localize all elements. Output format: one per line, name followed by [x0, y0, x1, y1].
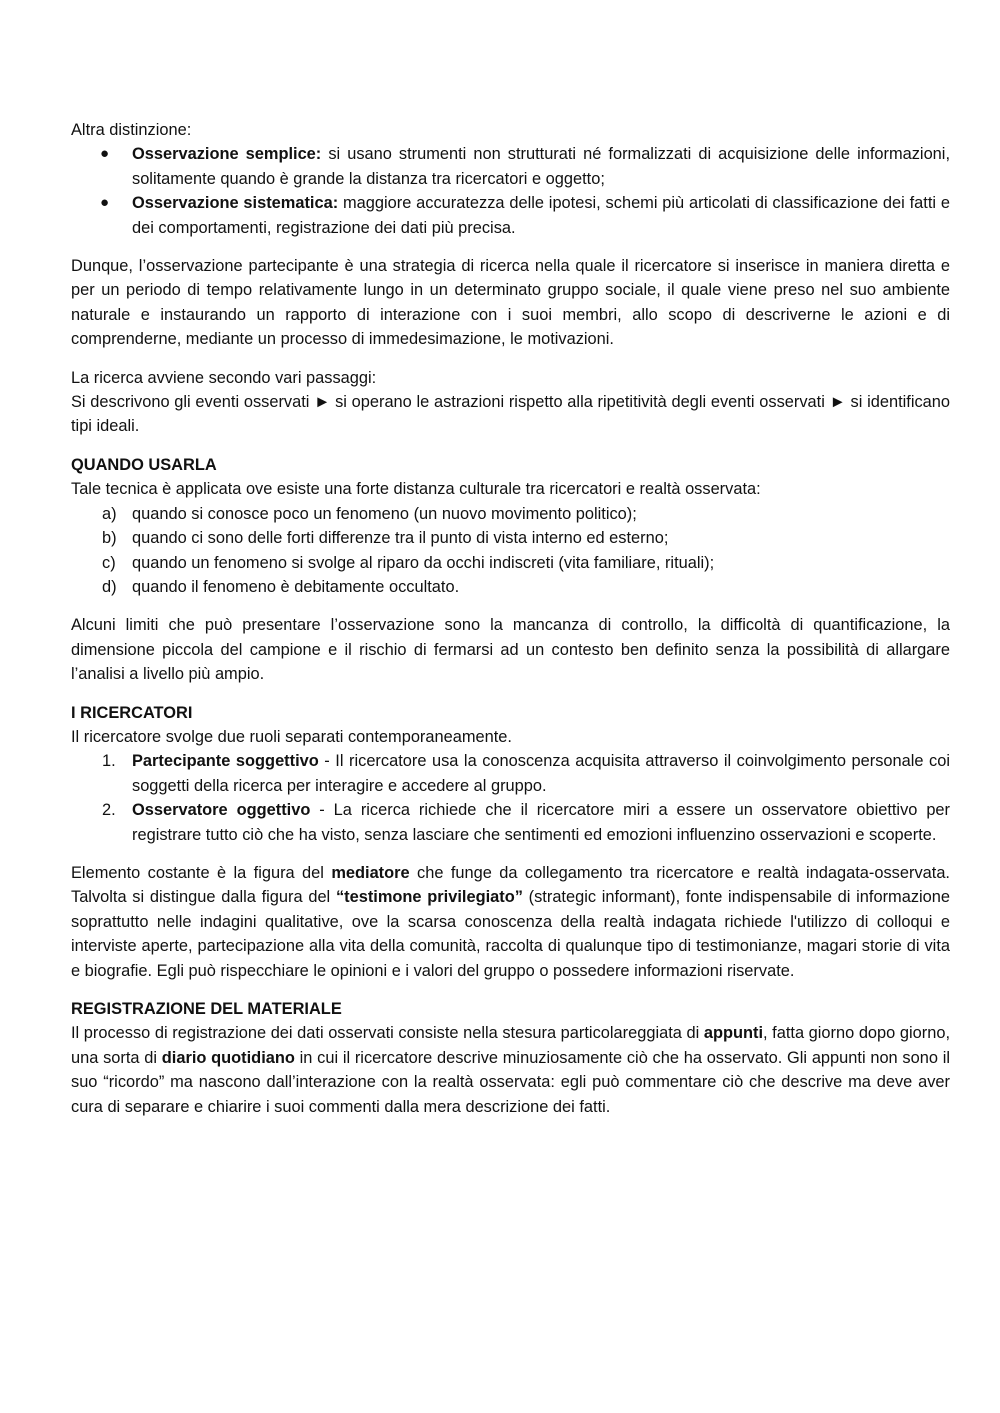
list-item — [71, 798, 950, 847]
list-item — [71, 191, 950, 240]
list-marker: 1. — [102, 752, 116, 771]
list-item — [71, 749, 950, 798]
list-item-text: quando si conosce poco un fenomeno (un nuovo movimento politico); — [132, 504, 637, 523]
bullet-marker: ● — [100, 145, 110, 163]
definition: si usano strumenti non strutturati né formalizzati di acquisizione delle informazioni, solitamente quando è grande la distanza tra ricercatori e oggetto; — [132, 145, 950, 188]
list-marker: 2. — [102, 801, 116, 820]
term: Osservazione sistematica: — [132, 194, 339, 213]
paragraph-registration — [71, 1021, 950, 1119]
ricercatori-intro: Il ricercatore svolge due ruoli separati contemporaneamente. — [71, 727, 512, 746]
text-run: , fatta giorno dopo giorno, una sorta di — [71, 1024, 950, 1067]
list-item-text: quando ci sono delle forti differenze tra il punto di vista interno ed esterno; — [132, 529, 669, 548]
bold-term: appunti — [703, 1024, 764, 1043]
list-item — [71, 142, 950, 191]
roles-list — [71, 749, 950, 847]
section-heading-ricercatori: I RICERCATORI — [71, 703, 193, 722]
list-marker: d) — [102, 577, 117, 596]
paragraph-mediator — [71, 861, 950, 983]
term: Osservazione semplice: — [132, 145, 322, 164]
definition: maggiore accuratezza delle ipotesi, schemi più articolati di classificazione dei fatti e dei comportamenti, registrazione dei dati più precisa. — [132, 194, 950, 237]
text-run: (strategic informant), fonte indispensabile di informazione soprattutto nelle indagini qualitative, ove la scarsa conoscenza della realtà indagata richiede l'utilizzo di colloqui e interviste aperte, partecipazione alla vita della comunità, raccolta di qualunque tipo di testimonianze, magari storie di vita e biografie. Egli può rispecchiare le opinioni e i valori del gruppo o possedere informazioni riservate. — [71, 888, 950, 980]
paragraph-limits: Alcuni limiti che può presentare l’osservazione sono la mancanza di controllo, la difficoltà di quantificazione, la dimensione piccola del campione e il rischio di fermarsi ad un contesto ben definito senza la possibilità di allargare l’analisi a livello più ampio. — [71, 616, 950, 684]
steps-text: Si descrivono gli eventi osservati ► si operano le astrazioni rispetto alla ripetitività degli eventi osservati ► si identificano tipi ideali. — [71, 393, 950, 436]
bold-term: “testimone privilegiato” — [335, 888, 523, 907]
list-item-text: quando il fenomeno è debitamente occultato. — [132, 577, 460, 596]
list-item — [71, 551, 950, 575]
list-marker: a) — [102, 504, 117, 523]
list-item — [71, 526, 950, 550]
text-run: che funge da collegamento tra ricercatore e realtà indagata-osservata. Talvolta si distingue dalla figura del — [71, 863, 950, 907]
quando-list — [71, 502, 950, 600]
intro-text: Altra distinzione: — [71, 121, 192, 139]
term: Partecipante soggettivo — [132, 752, 319, 771]
list-marker: b) — [102, 529, 117, 548]
section-heading-registrazione: REGISTRAZIONE DEL MATERIALE — [71, 1000, 342, 1018]
observation-types-list — [71, 142, 950, 240]
term: Osservatore oggettivo — [132, 801, 311, 820]
bullet-marker: ● — [100, 194, 110, 212]
paragraph-definition: Dunque, l’osservazione partecipante è una strategia di ricerca nella quale il ricercatore si inserisce in maniera diretta e per un periodo di tempo relativamente lungo in un determinato gruppo sociale, il quale viene preso nel suo ambiente naturale e instaurando un rapporto di interazione con i suoi membri, allo scopo di descriverne le azioni e di comprenderne, mediante un processo di immedesimazione, le motivazioni. — [71, 257, 950, 349]
bold-term: mediatore — [331, 863, 410, 882]
steps-intro: La ricerca avviene secondo vari passaggi: — [71, 368, 377, 387]
list-marker: c) — [102, 553, 116, 572]
list-item — [71, 575, 950, 599]
text-run: in cui il ricercatore descrive minuziosamente ciò che ha osservato. Gli appunti non sono il suo “ricordo” ma nascono dall’interazione con la realtà osservata: egli può commentare ciò che descrive ma deve aver cura di separare e chiarire i suoi commenti dalla mera descrizione dei fatti. — [71, 1048, 950, 1116]
bold-term: diario quotidiano — [161, 1048, 295, 1067]
quando-intro: Tale tecnica è applicata ove esiste una forte distanza culturale tra ricercatori e realtà osservata: — [71, 480, 761, 499]
section-heading-quando: QUANDO USARLA — [71, 455, 217, 474]
text-run: Elemento costante è la figura del — [71, 863, 332, 882]
list-item-text: quando un fenomeno si svolge al riparo da occhi indiscreti (vita familiare, rituali); — [132, 553, 715, 572]
definition: - La ricerca richiede che il ricercatore miri a essere un osservatore obiettivo per registrare tutto ciò che ha visto, senza lasciare che sentimenti ed emozioni influenzino osservazioni e scoperte. — [132, 801, 951, 844]
text-run: Il processo di registrazione dei dati osservati consiste nella stesura particolareggiata di — [71, 1024, 704, 1043]
list-item — [71, 502, 950, 526]
definition: - Il ricercatore usa la conoscenza acquisita attraverso il coinvolgimento personale coi soggetti della ricerca per interagire e accedere al gruppo. — [132, 752, 950, 795]
